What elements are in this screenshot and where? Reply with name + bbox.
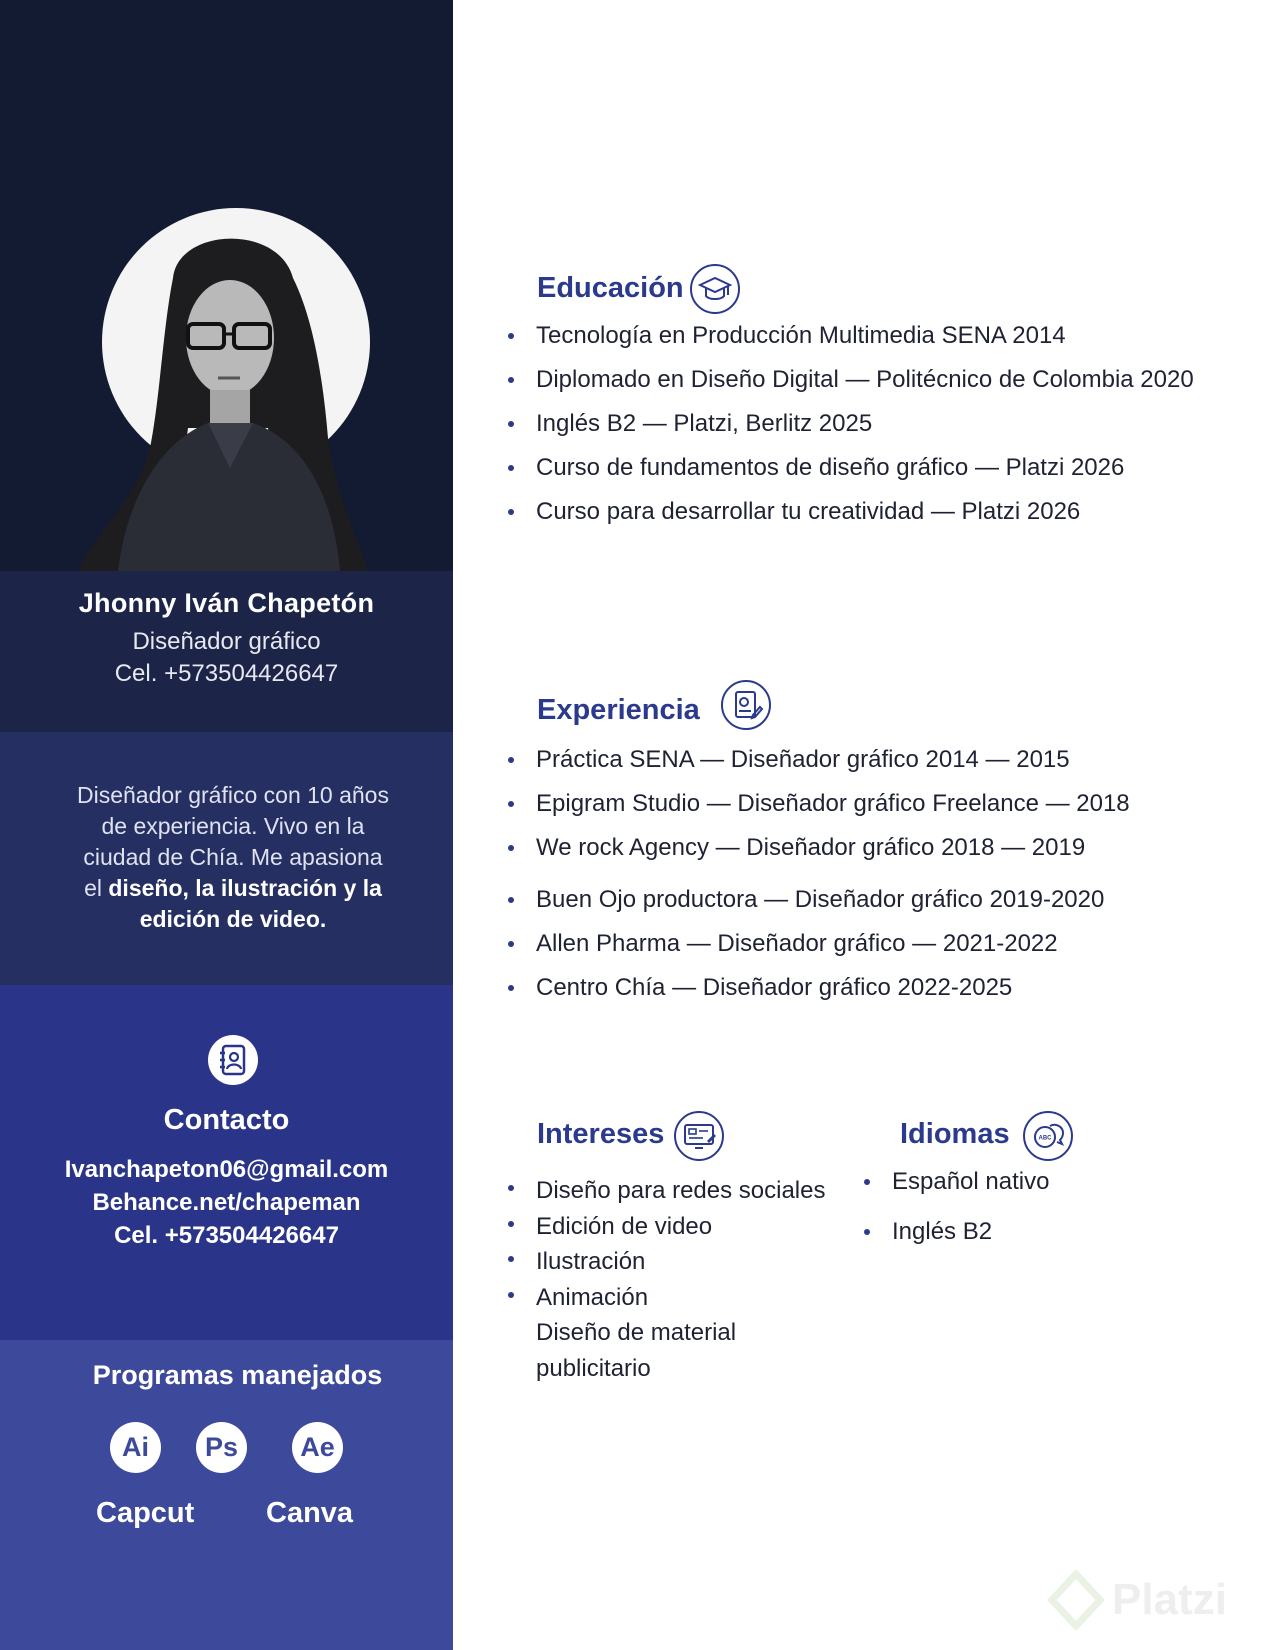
list-item: Epigram Studio — Diseñador gráfico Freelance — 2018	[508, 789, 1130, 833]
illustrator-icon: Ai	[110, 1422, 161, 1473]
platzi-logo-icon	[1048, 1570, 1104, 1630]
list-item: Inglés B2 — Platzi, Berlitz 2025	[508, 409, 1194, 453]
bio-highlight: diseño, la ilustración y la	[108, 875, 382, 901]
list-item: Diseño de material	[536, 1319, 737, 1346]
languages-list	[864, 1167, 1049, 1267]
education-title: Educación	[537, 272, 684, 304]
list-item: Práctica SENA — Diseñador gráfico 2014 — 2015	[508, 745, 1130, 789]
platzi-watermark: Platzi	[1112, 1575, 1227, 1624]
contact-book-icon	[208, 1035, 258, 1085]
program-capcut: Capcut	[96, 1497, 195, 1529]
programs-title: Programas manejados	[92, 1360, 383, 1390]
list-item: Español nativo	[864, 1167, 1049, 1217]
contact-behance[interactable]: Behance.net/chapeman	[92, 1189, 361, 1216]
contact-email[interactable]: Ivanchapeton06@gmail.com	[64, 1156, 389, 1183]
interests-title: Intereses	[537, 1118, 665, 1150]
monitor-design-icon	[673, 1110, 725, 1162]
bio-text	[50, 780, 416, 935]
interests-list	[508, 1173, 826, 1386]
bio-line: Diseñador gráfico con 10 años	[77, 782, 389, 808]
profile-name: Jhonny Iván Chapetón	[78, 588, 375, 618]
person-portrait	[78, 208, 378, 571]
list-item: Curso para desarrollar tu creatividad — Platzi 2026	[508, 497, 1194, 541]
design-document-icon	[720, 679, 772, 731]
bio-line-prefix: el	[84, 875, 109, 901]
list-item: publicitario	[536, 1354, 651, 1382]
list-item: Centro Chía — Diseñador gráfico 2022-2025	[508, 973, 1130, 1017]
contact-title: Contacto	[163, 1104, 290, 1136]
list-item: Tecnología en Producción Multimedia SENA 2014	[508, 321, 1194, 365]
list-item: Allen Pharma — Diseñador gráfico — 2021-2022	[508, 929, 1130, 973]
list-item: Edición de video	[508, 1209, 826, 1245]
bio-line	[50, 904, 416, 935]
sidebar	[0, 0, 453, 1650]
profile-role: Diseñador gráfico	[132, 628, 321, 655]
svg-text:ABC: ABC	[1038, 1135, 1052, 1142]
list-item: Animación	[508, 1280, 826, 1316]
graduation-cap-icon	[689, 263, 741, 315]
list-item: Buen Ojo productora — Diseñador gráfico 2019-2020	[508, 885, 1130, 929]
speech-bubbles-icon	[1022, 1110, 1074, 1162]
contact-phone: Cel. +573504426647	[114, 1222, 339, 1249]
after-effects-icon: Ae	[292, 1422, 343, 1473]
bio-highlight: edición de video.	[139, 906, 327, 932]
profile-phone: Cel. +573504426647	[114, 660, 339, 687]
bio-line	[50, 873, 416, 904]
photoshop-icon: Ps	[196, 1422, 247, 1473]
list-item: Ilustración	[508, 1244, 826, 1280]
list-item: Diseño para redes sociales	[508, 1173, 826, 1209]
list-item: Diplomado en Diseño Digital — Politécnico de Colombia 2020	[508, 365, 1194, 409]
list-item: We rock Agency — Diseñador gráfico 2018 — 2019	[508, 833, 1130, 885]
bio-line: ciudad de Chía. Me apasiona	[83, 844, 383, 870]
list-item: Inglés B2	[864, 1217, 1049, 1267]
bio-line: de experiencia. Vivo en la	[101, 813, 365, 839]
profile-photo	[78, 208, 378, 571]
program-canva: Canva	[266, 1497, 354, 1529]
experience-list	[508, 745, 1130, 1017]
education-list	[508, 321, 1194, 541]
list-item: Curso de fundamentos de diseño gráfico — Platzi 2026	[508, 453, 1194, 497]
languages-title: Idiomas	[900, 1118, 1010, 1150]
experience-title: Experiencia	[537, 694, 700, 726]
